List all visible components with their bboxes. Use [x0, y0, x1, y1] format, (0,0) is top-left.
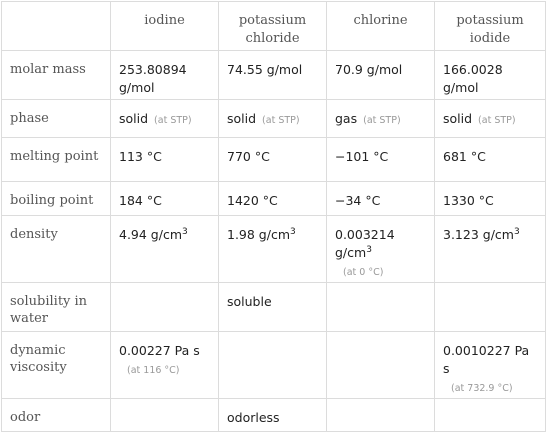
row-header: density [2, 216, 111, 283]
cell-value: solid [443, 111, 473, 126]
table-cell [219, 283, 327, 332]
table-row [2, 182, 546, 216]
cell-value: 0.003214 g/cm [335, 227, 395, 260]
condition-note: (at STP) [154, 115, 192, 126]
table-body [2, 51, 546, 432]
cell-value: solid [227, 111, 257, 126]
row-header: solubility in water [2, 283, 111, 332]
cell-value: 1420 °C [227, 193, 278, 208]
cell-value: 4.94 g/cm [119, 227, 183, 242]
table-cell [435, 182, 546, 216]
column-header-potassium-chloride: potassium chloride [219, 2, 327, 51]
table-cell [219, 51, 327, 100]
table-row [2, 100, 546, 138]
unit-exponent: 3 [513, 226, 520, 237]
condition-note: (at STP) [262, 115, 300, 126]
column-header-potassium-iodide: potassium iodide [435, 2, 546, 51]
cell-value: 253.80894 g/mol [119, 62, 187, 95]
corner-header [2, 2, 111, 51]
table-cell [327, 216, 435, 283]
table-cell [435, 138, 546, 182]
cell-value: gas [335, 111, 358, 126]
cell-value: −101 °C [335, 149, 389, 164]
table-cell [219, 399, 327, 432]
unit-exponent: 3 [366, 244, 372, 255]
row-header: odor [2, 399, 111, 432]
cell-value: 184 °C [119, 193, 162, 208]
table-cell [111, 332, 219, 399]
condition-note: (at 0 °C) [343, 267, 384, 278]
table-row [2, 216, 546, 283]
table-cell [111, 100, 219, 138]
cell-value: soluble [227, 294, 272, 309]
cell-value: odorless [227, 410, 280, 425]
table-cell [435, 51, 546, 100]
table-cell [435, 399, 546, 432]
table-cell [435, 216, 546, 283]
table-cell [327, 138, 435, 182]
cell-value: 1.98 g/cm [227, 227, 291, 242]
table-cell [327, 332, 435, 399]
table-row [2, 332, 546, 399]
unit-exponent: 3 [182, 226, 188, 237]
table-cell [327, 182, 435, 216]
cell-value: 74.55 g/mol [227, 62, 303, 77]
row-header: melting point [2, 138, 111, 182]
header-row [2, 2, 546, 51]
cell-value: −34 °C [335, 193, 381, 208]
table-cell [111, 182, 219, 216]
condition-note: (at 116 °C) [127, 365, 180, 376]
column-header-chlorine: chlorine [327, 2, 435, 51]
table-cell [111, 138, 219, 182]
cell-value: 770 °C [227, 149, 270, 164]
condition-note: (at STP) [363, 115, 401, 126]
row-header: dynamic viscosity [2, 332, 111, 399]
table-row [2, 51, 546, 100]
table-cell [327, 399, 435, 432]
table-row [2, 138, 546, 182]
row-header: molar mass [2, 51, 111, 100]
table-cell [219, 332, 327, 399]
table-cell [219, 216, 327, 283]
cell-value: 3.123 g/cm [443, 227, 514, 242]
table-cell [219, 182, 327, 216]
table-cell [111, 216, 219, 283]
cell-value: 113 °C [119, 149, 162, 164]
cell-value: 681 °C [443, 149, 486, 164]
table-cell [111, 399, 219, 432]
cell-value: 0.0010227 Pa s [443, 343, 530, 376]
cell-value: 70.9 g/mol [335, 62, 403, 77]
table-cell [435, 100, 546, 138]
row-header: phase [2, 100, 111, 138]
table-cell [435, 283, 546, 332]
table-cell [435, 332, 546, 399]
table-cell [327, 100, 435, 138]
cell-value: 0.00227 Pa s [119, 343, 200, 358]
cell-value: 166.0028 g/mol [443, 62, 503, 95]
unit-exponent: 3 [290, 226, 296, 237]
row-header: boiling point [2, 182, 111, 216]
condition-note: (at STP) [478, 115, 516, 126]
table-cell [327, 51, 435, 100]
table-cell [111, 51, 219, 100]
table-cell [219, 138, 327, 182]
table-cell [219, 100, 327, 138]
column-header-iodine: iodine [111, 2, 219, 51]
cell-value: 1330 °C [443, 193, 494, 208]
cell-value: solid [119, 111, 149, 126]
table-cell [111, 283, 219, 332]
properties-table [1, 1, 546, 432]
table-row [2, 283, 546, 332]
table-row [2, 399, 546, 432]
table-cell [327, 283, 435, 332]
condition-note: (at 732.9 °C) [451, 383, 513, 394]
